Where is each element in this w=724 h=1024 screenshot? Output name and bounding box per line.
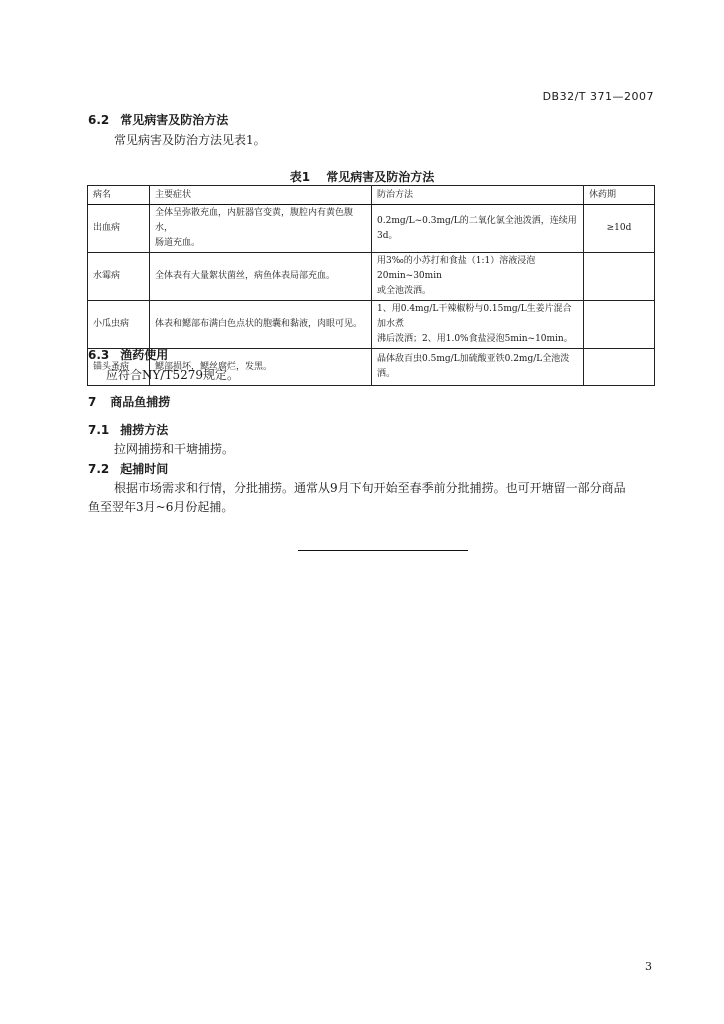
table-row <box>88 205 655 253</box>
table-row <box>88 253 655 301</box>
table-header-row <box>88 186 655 205</box>
disease-name-cell: 小瓜虫病 <box>88 301 150 349</box>
symptoms-cell <box>150 205 372 253</box>
section-7-2-text-line-1: 根据市场需求和行情，分批捕捞。通常从9月下旬开始至春季前分批捕捞。也可开塘留一部分商品 <box>114 481 626 495</box>
section-6-3-number: 6.3 <box>88 348 110 362</box>
section-6-2-heading <box>88 111 228 128</box>
section-7-title: 商品鱼捕捞 <box>110 395 171 409</box>
end-rule <box>298 550 468 551</box>
section-6-2-text: 常见病害及防治方法见表1。 <box>114 133 266 147</box>
withdrawal-cell <box>584 349 655 386</box>
treatment-line: 0.2mg/L~0.3mg/L的二氧化氯全池泼洒，连续用3d。 <box>377 215 577 241</box>
table-caption-title: 常见病害及防治方法 <box>326 170 435 184</box>
section-6-3-text: 应符合NY/T5279规定。 <box>106 368 240 382</box>
section-6-3-title: 渔药使用 <box>120 348 169 362</box>
symptoms-line: 体表和鳃部布满白色点状的胞囊和黏液，肉眼可见。 <box>155 319 363 329</box>
section-6-2-title: 常见病害及防治方法 <box>120 113 229 127</box>
section-7-heading <box>88 393 170 410</box>
disease-name-cell: 锚头蚤病 <box>88 349 150 386</box>
disease-table <box>87 185 655 386</box>
column-header-disease-name: 病名 <box>88 186 150 205</box>
section-7-number: 7 <box>88 395 97 409</box>
standard-number: DB32/T 371—2007 <box>542 90 654 103</box>
treatment-line: 或全池泼洒。 <box>377 286 432 296</box>
treatment-cell <box>372 349 584 386</box>
withdrawal-cell <box>584 253 655 301</box>
symptoms-line: 全体呈弥散充血，内脏器官变黄，腹腔内有黄色腹水， <box>155 208 354 233</box>
symptoms-line: 全体表有大量絮状菌丝，病鱼体表局部充血。 <box>155 271 336 281</box>
withdrawal-cell <box>584 301 655 349</box>
section-7-1-text: 拉网捕捞和干塘捕捞。 <box>114 442 235 456</box>
withdrawal-cell: ≥10d <box>584 205 655 253</box>
table-caption <box>0 168 724 185</box>
section-6-3-heading <box>88 346 168 363</box>
page-number: 3 <box>645 960 652 973</box>
table-caption-number: 表1 <box>289 170 311 184</box>
treatment-line: 沸后泼洒；2、用1.0%食盐浸泡5min~10min。 <box>377 334 573 344</box>
section-7-1-heading <box>88 421 168 438</box>
symptoms-cell <box>150 253 372 301</box>
symptoms-line: 肠道充血。 <box>155 238 201 248</box>
treatment-line: 1、用0.4mg/L干辣椒粉与0.15mg/L生姜片混合加水煮 <box>377 304 572 329</box>
symptoms-cell <box>150 301 372 349</box>
section-7-2-number: 7.2 <box>88 462 110 476</box>
section-7-2-title: 起捕时间 <box>120 462 169 476</box>
treatment-cell <box>372 301 584 349</box>
disease-name-cell: 水霉病 <box>88 253 150 301</box>
column-header-withdrawal: 休药期 <box>584 186 655 205</box>
section-6-2-number: 6.2 <box>88 113 110 127</box>
section-7-2-heading <box>88 460 168 477</box>
treatment-line: 晶体敌百虫0.5mg/L加硫酸亚铁0.2mg/L全池泼洒。 <box>377 354 570 379</box>
section-7-2-text-line-2: 鱼至翌年3月~6月份起捕。 <box>88 500 234 514</box>
table-row <box>88 301 655 349</box>
treatment-cell <box>372 205 584 253</box>
disease-name-cell: 出血病 <box>88 205 150 253</box>
section-7-1-number: 7.1 <box>88 423 110 437</box>
treatment-cell <box>372 253 584 301</box>
column-header-symptoms: 主要症状 <box>150 186 372 205</box>
column-header-treatment: 防治方法 <box>372 186 584 205</box>
symptoms-line: 鳃部损坏，鳃丝腐烂，发黑。 <box>155 361 273 372</box>
treatment-line: 用3‰的小苏打和食盐（1:1）溶液浸泡20min~30min <box>377 256 536 281</box>
section-7-1-title: 捕捞方法 <box>120 423 169 437</box>
